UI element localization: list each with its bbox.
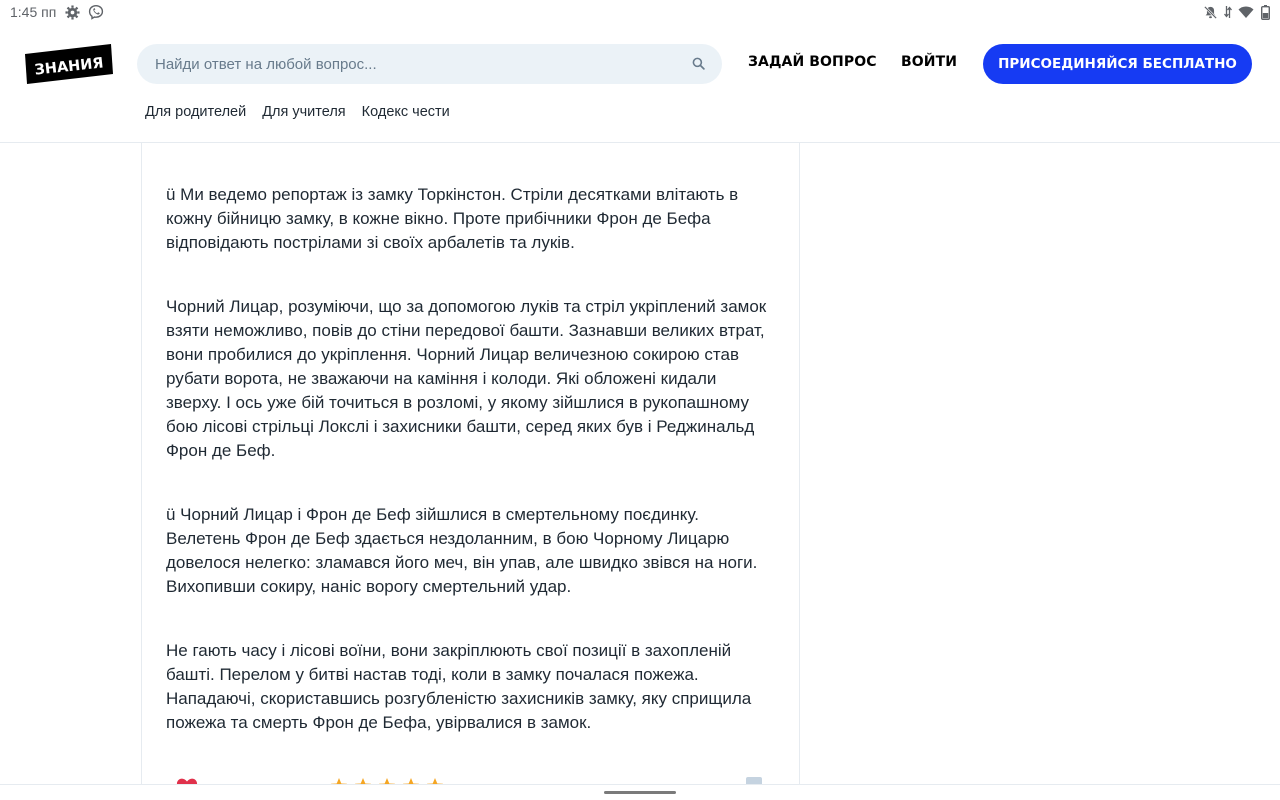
subnav-link-teachers[interactable]: Для учителя	[262, 104, 346, 120]
status-time: 1:45 пп	[10, 4, 57, 20]
join-free-button[interactable]: ПРИСОЕДИНЯЙСЯ БЕСПЛАТНО	[983, 44, 1252, 84]
search-icon[interactable]	[692, 57, 706, 71]
search-input[interactable]	[155, 56, 692, 73]
search-bar[interactable]	[137, 44, 722, 84]
answer-paragraph: Не гають часу і лісові воїни, вони закріплюють свої позиції в захопленій башті. Перелом у битві настав тоді, коли в замку почалася пожежа. Нападаючі, скориставшись розгубленістю захисників замку, яку сприщила пожежа та смерть Фрон де Бефа, увірвалися в замок.	[166, 641, 752, 732]
data-arrows-icon	[1224, 4, 1232, 20]
answer-paragraph: Чорний Лицар, розуміючи, що за допомогою луків та стріл укріплений замок взяти неможливо, повів до стіни передової башти. Зазнавши великих втрат, вони пробилися до укріплення. Чорний Лицар величезною сокирою став рубати ворота, не зважаючи на каміння і колоди. Які обложені кидали зверху. І ось уже бій точиться в розломі, у якому зійшлися в рукопашному бою лісові стрільці Локслі і захисники башти, серед яких був і Реджинальд Фрон де Беф.	[166, 297, 767, 460]
status-left	[10, 4, 104, 20]
answer-paragraph: ü Ми ведемо репортаж із замку Торкінстон. Стріли десятками влітають в кожну бійницю замку, в кожне вікно. Проте прибічники Фрон де Бефа відповідають пострілами зі своїх арбалетів та луків.	[166, 185, 739, 252]
star-icon[interactable]	[330, 777, 348, 784]
wifi-icon	[1238, 4, 1254, 20]
gear-icon	[64, 4, 80, 20]
login-link[interactable]: ВОЙТИ	[901, 54, 958, 70]
rating-stars[interactable]	[330, 777, 444, 784]
site-header	[0, 24, 1280, 143]
answer-text	[166, 183, 776, 775]
status-right	[1202, 4, 1270, 20]
subnav-link-parents[interactable]: Для родителей	[145, 104, 247, 120]
ask-question-link[interactable]: ЗАДАЙ ВОПРОС	[748, 54, 877, 70]
brand-logo[interactable]	[25, 44, 113, 84]
bottom-divider	[0, 784, 1280, 785]
battery-icon	[1260, 4, 1270, 20]
star-icon[interactable]	[402, 777, 420, 784]
subnav-link-honor-code[interactable]: Кодекс чести	[361, 104, 450, 120]
answer-actions	[142, 777, 800, 784]
status-bar	[0, 0, 1280, 24]
sub-navigation	[145, 104, 450, 120]
bell-off-icon	[1202, 4, 1218, 20]
star-icon[interactable]	[354, 777, 372, 784]
home-indicator[interactable]	[604, 791, 676, 794]
viber-icon	[88, 4, 104, 20]
heart-icon[interactable]	[176, 777, 198, 784]
answer-card	[141, 143, 800, 784]
report-flag-icon[interactable]	[746, 777, 762, 784]
star-icon[interactable]	[426, 777, 444, 784]
answer-paragraph: ü Чорний Лицар і Фрон де Беф зійшлися в смертельному поєдинку. Велетень Фрон де Беф здається нездоланним, в бою Чорному Лицарю довелося нелегко: зламався його меч, він упав, але швидко звівся на ноги. Вихопивши сокиру, наніс ворогу смертельний удар.	[166, 505, 758, 596]
brand-logo-text: ЗНАНИЯ	[33, 55, 105, 79]
star-icon[interactable]	[378, 777, 396, 784]
